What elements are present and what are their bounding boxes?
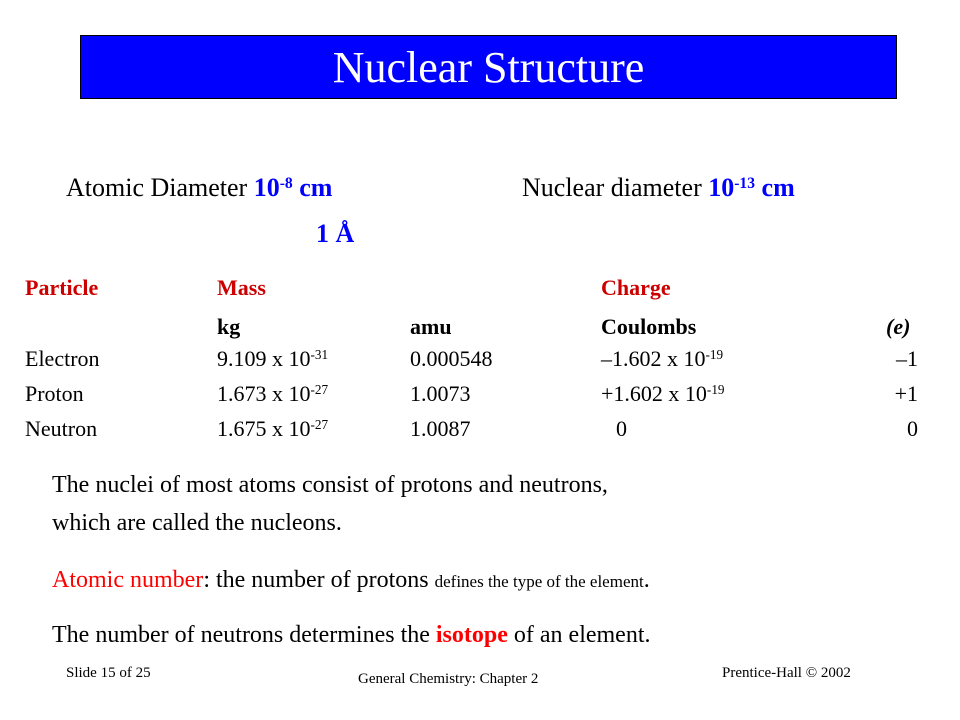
paragraph-atomic-number: Atomic number: the number of protons defines the type of the element.: [52, 567, 650, 593]
title-bar: [80, 35, 897, 99]
atomic-diameter: [66, 173, 332, 203]
paragraph-nucleons-line2: which are called the nucleons.: [52, 510, 342, 536]
header-particle: Particle: [25, 275, 99, 300]
header-coulombs: Coulombs: [601, 314, 697, 339]
paragraph-nucleons-line1: The nuclei of most atoms consist of protons and neutrons,: [52, 472, 608, 498]
nuclear-diameter-label: Nuclear diameter: [522, 173, 702, 202]
page-title: Nuclear Structure: [332, 42, 645, 92]
row-kg: 9.109 x $10^{-31}$: [217, 346, 329, 371]
row-amu: 0.000548: [410, 346, 493, 371]
nuclear-diameter-value: $10^{-13}$ cm: [708, 173, 795, 202]
row-kg: 1.673 x $10^{-27}$: [217, 381, 329, 406]
angstrom-value: 1 Å: [316, 219, 355, 248]
isotope-term: isotope: [435, 622, 508, 648]
header-charge: Charge: [601, 275, 671, 300]
nuclear-diameter: [522, 173, 795, 203]
header-e: (e): [886, 314, 911, 339]
row-name: Electron: [25, 346, 100, 371]
course-name: General Chemistry: Chapter 2: [358, 671, 539, 687]
slide-number: Slide 15 of 25: [66, 665, 151, 681]
publisher: Prentice-Hall © 2002: [722, 665, 851, 681]
row-coulombs: –1.602 x $10^{-19}$: [601, 346, 724, 371]
atomic-diameter-label: Atomic Diameter: [66, 173, 248, 202]
header-kg: kg: [217, 314, 241, 339]
row-name: Proton: [25, 381, 84, 406]
header-mass: Mass: [217, 275, 266, 300]
paragraph-isotope: The number of neutrons determines the isotope of an element.: [52, 622, 651, 648]
row-e: 0: [907, 416, 918, 441]
row-kg: 1.675 x $10^{-27}$: [217, 416, 329, 441]
row-amu: 1.0087: [410, 416, 471, 441]
row-e: –1: [896, 346, 918, 371]
row-e: +1: [894, 381, 918, 406]
header-amu: amu: [410, 314, 452, 339]
row-coulombs: 0: [616, 416, 627, 441]
atomic-diameter-value: $10^{-8}$ cm: [253, 173, 333, 202]
row-amu: 1.0073: [410, 381, 471, 406]
atomic-number-term: Atomic number: [52, 567, 204, 593]
row-coulombs: +1.602 x $10^{-19}$: [601, 381, 725, 406]
row-name: Neutron: [25, 416, 98, 441]
